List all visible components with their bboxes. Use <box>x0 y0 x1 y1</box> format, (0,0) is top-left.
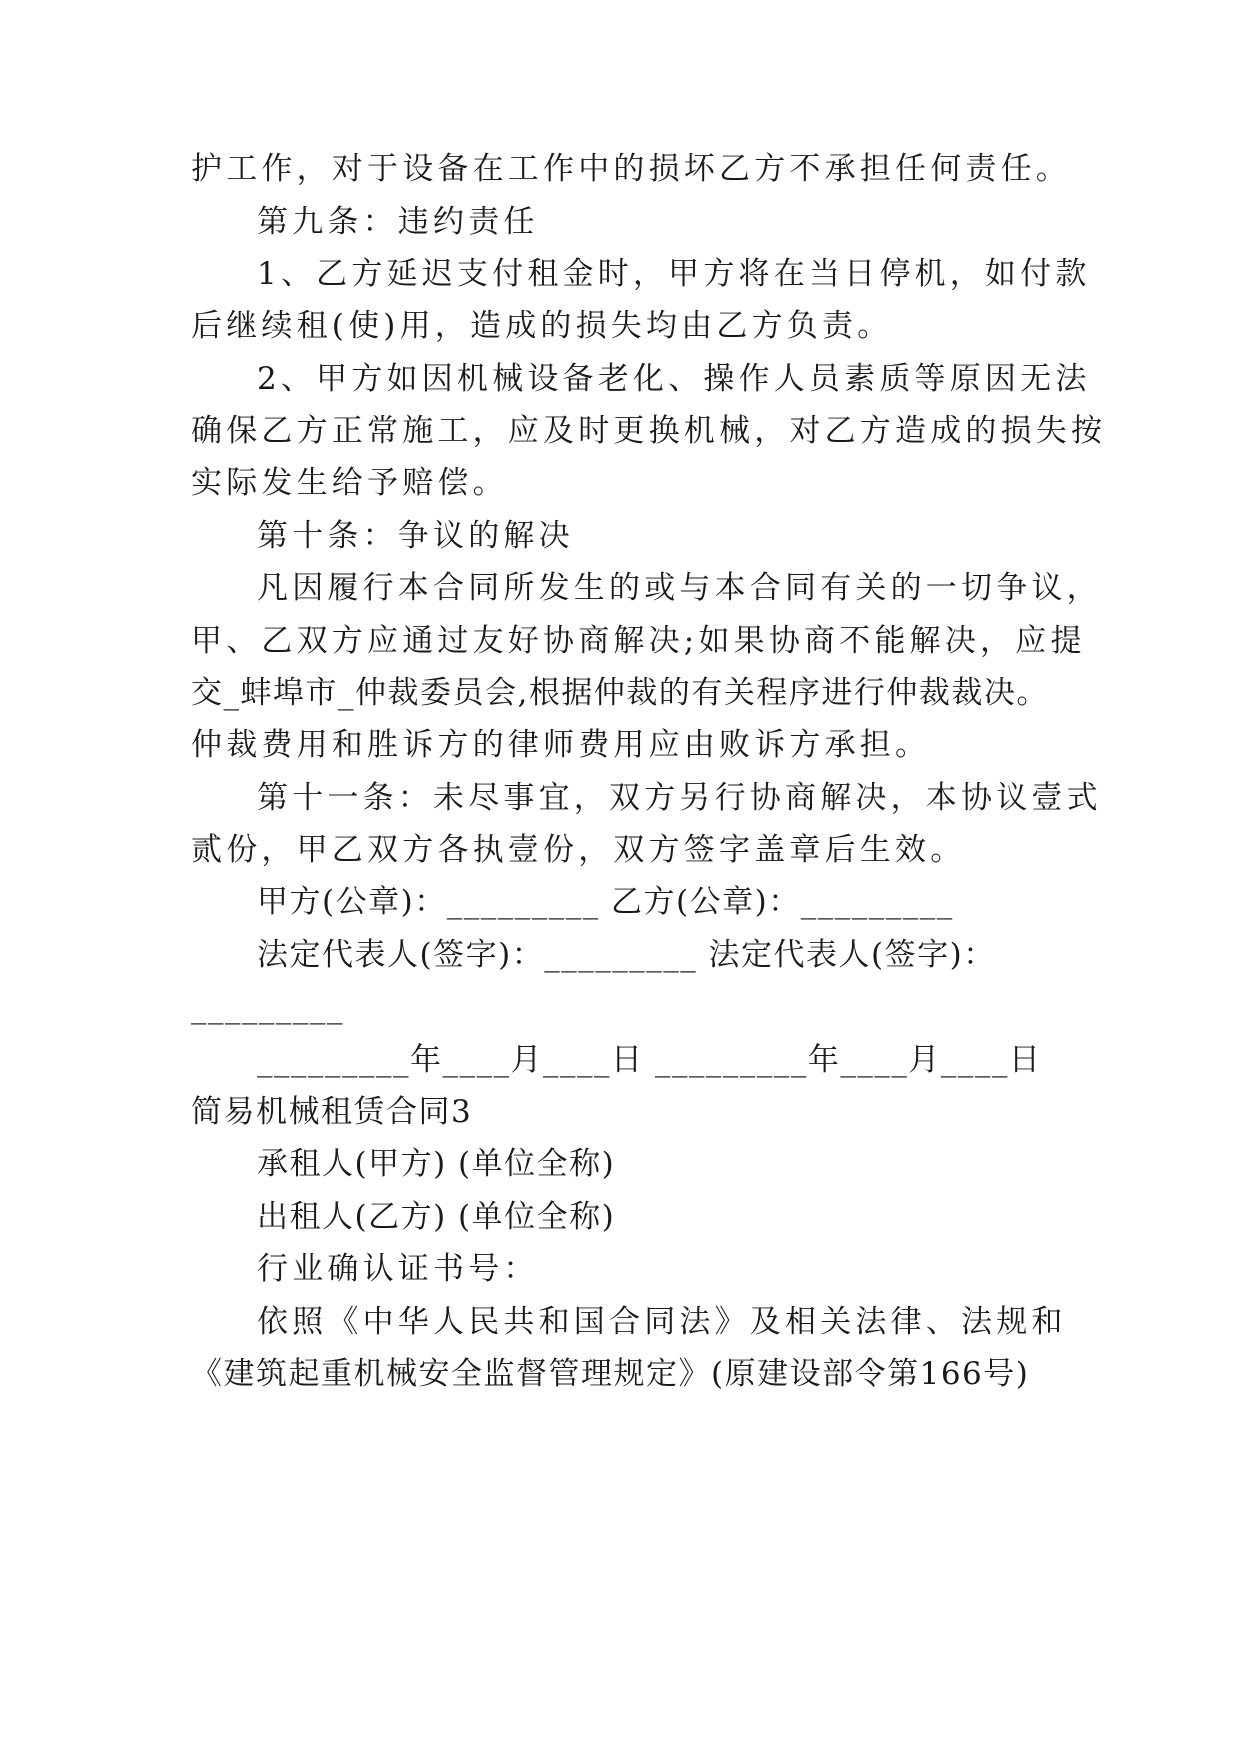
article-10-heading: 第十条：争议的解决 <box>257 518 574 554</box>
lessor-line: 出租人(乙方) (单位全称) <box>257 1199 616 1235</box>
certificate-line: 行业确认证书号： <box>257 1251 539 1287</box>
text-line: 依照《中华人民共和国合同法》及相关法律、法规和 <box>257 1304 1067 1340</box>
signature-blank: _________ <box>191 989 344 1025</box>
article-11-text: 第十一条：未尽事宜，双方另行协商解决，本协议壹式 <box>257 780 1102 816</box>
text-line: 《建筑起重机械安全监督管理规定》(原建设部令第166号) <box>191 1356 1030 1392</box>
text-line: 实际发生给予赔偿。 <box>191 465 508 501</box>
text-line: 2、甲方如因机械设备老化、操作人员素质等原因无法 <box>257 361 1091 397</box>
article-9-heading: 第九条：违约责任 <box>257 204 539 240</box>
text-line: 确保乙方正常施工，应及时更换机械，对乙方造成的损失按 <box>191 413 1107 449</box>
text-line: 1、乙方延迟支付租金时，甲方将在当日停机，如付款 <box>257 256 1091 292</box>
contract-title: 简易机械租赁合同3 <box>191 1094 473 1130</box>
text-line: 甲、乙双方应通过友好协商解决;如果协商不能解决，应提 <box>191 623 1086 659</box>
text-line: 贰份，甲乙双方各执壹份，双方签字盖章后生效。 <box>191 832 966 868</box>
seal-line: 甲方(公章)：_________ 乙方(公章)：_________ <box>257 884 954 920</box>
text-line: 交_蚌埠市_仲裁委员会,根据仲裁的有关程序进行仲裁裁决。 <box>191 675 1049 711</box>
date-line: _________年____月____日 _________年____月____日 <box>257 1042 1042 1078</box>
text-line: 护工作，对于设备在工作中的损坏乙方不承担任何责任。 <box>191 151 1071 187</box>
text-line: 仲裁费用和胜诉方的律师费用应由败诉方承担。 <box>191 727 931 763</box>
lessee-line: 承租人(甲方) (单位全称) <box>257 1146 616 1182</box>
signature-line: 法定代表人(签字)：_________ 法定代表人(签字)： <box>257 937 996 973</box>
text-line: 凡因履行本合同所发生的或与本合同有关的一切争议， <box>257 570 1102 606</box>
text-line: 后继续租(使)用，造成的损失均由乙方负责。 <box>191 308 893 344</box>
